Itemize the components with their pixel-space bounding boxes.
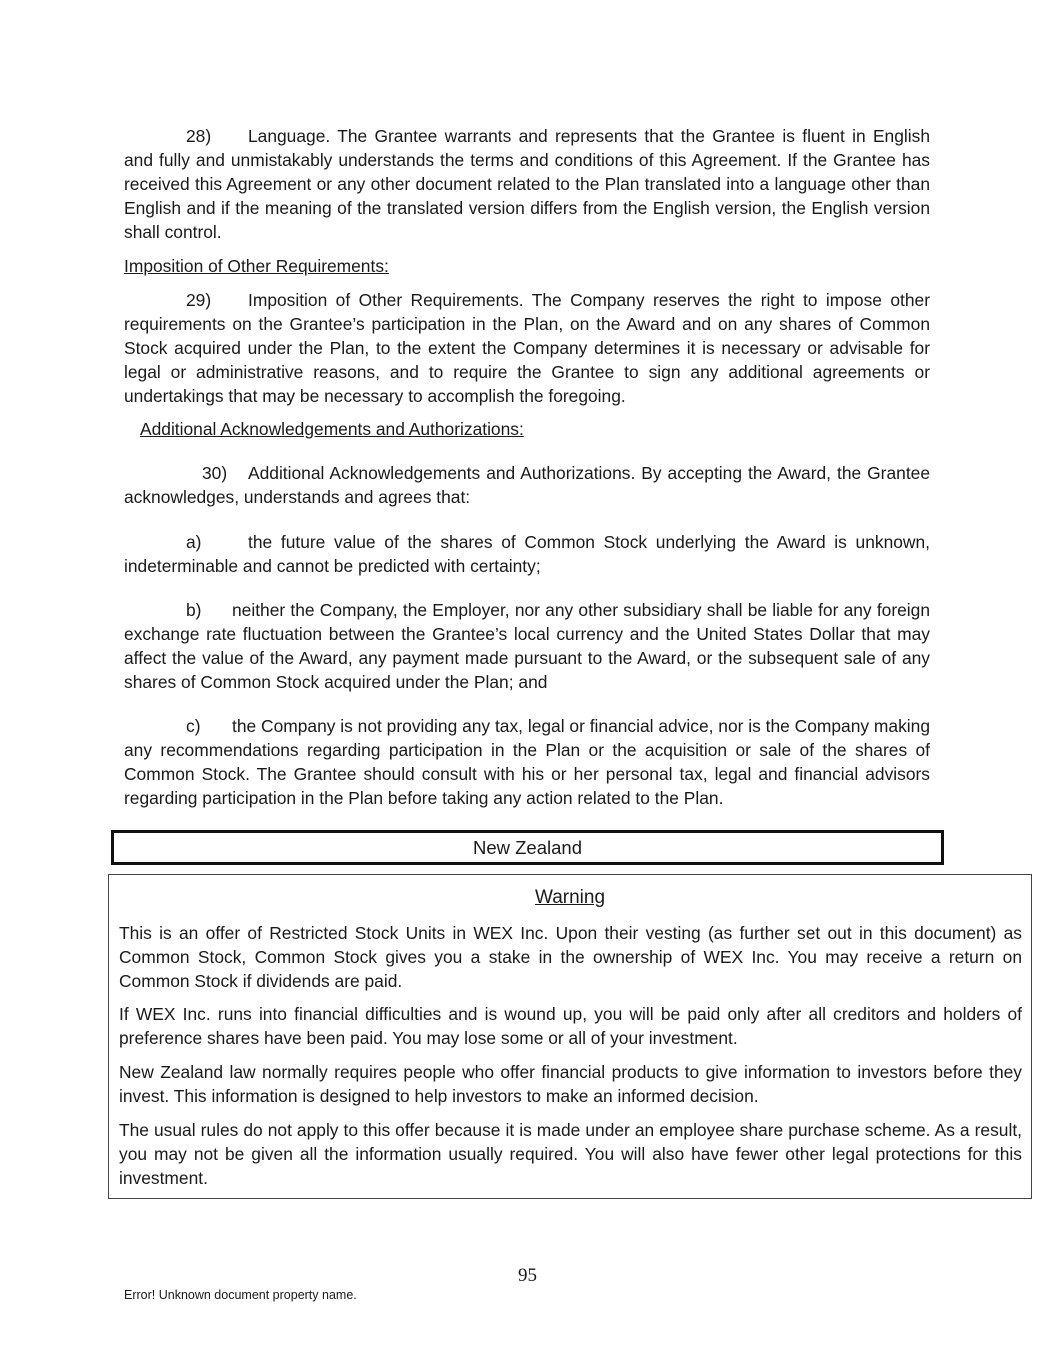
item-a-text: the future value of the shares of Common Stock underlying the Award is unknown, indeterminable and cannot be predicted with certainty; (124, 532, 930, 576)
item-a (124, 530, 930, 578)
section-29-text: Imposition of Other Requirements. The Company reserves the right to impose other requirements on the Grantee’s participation in the Plan, on the Award and on any shares of Common Stock acquired under the Plan, to the extent the Company determines it is necessary or advisable for legal or administrative reasons, and to require the Grantee to sign any additional agreements or undertakings that may be necessary to accomplish the foregoing. (124, 290, 930, 406)
heading-other-requirements: Imposition of Other Requirements: (124, 256, 389, 276)
warning-paragraph-2: If WEX Inc. runs into financial difficulties and is wound up, you will be paid only after all creditors and holders of preference shares have been paid. You may lose some or all of your investment. (119, 1004, 1022, 1048)
warning-paragraph-3: New Zealand law normally requires people who offer financial products to give information to investors before they invest. This information is designed to help investors to make an informed decision. (119, 1062, 1022, 1106)
item-a-label: a) (186, 532, 202, 552)
item-c (124, 714, 930, 810)
footer-text: Error! Unknown document property name. (124, 1288, 357, 1302)
item-c-text: the Company is not providing any tax, legal or financial advice, nor is the Company making any recommendations regarding participation in the Plan or the acquisition or sale of the shares of Common Stock. The Grantee should consult with his or her personal tax, legal and financial advisors regarding participation in the Plan before taking any action related to the Plan. (124, 716, 930, 808)
section-30 (124, 461, 930, 509)
section-28-number: 28) (186, 126, 212, 146)
section-28-text: Language. The Grantee warrants and represents that the Grantee is fluent in English and fully and unmistakably understands the terms and conditions of this Agreement. If the Grantee has received this Agreement or any other document related to the Plan translated into a language other than English and if the meaning of the translated version differs from the English version, the English version shall control. (124, 126, 930, 242)
item-b-text: neither the Company, the Employer, nor any other subsidiary shall be liable for any foreign exchange rate fluctuation between the Grantee’s local currency and the United States Dollar that may affect the value of the Award, any payment made pursuant to the Award, or the subsequent sale of any shares of Common Stock acquired under the Plan; and (124, 600, 930, 692)
heading-additional-acknowledgements: Additional Acknowledgements and Authorizations: (140, 419, 524, 439)
item-b-label: b) (186, 600, 202, 620)
section-28 (124, 124, 930, 244)
page-number: 95 (518, 1265, 537, 1286)
section-29 (124, 288, 930, 408)
country-header-box (111, 830, 944, 865)
warning-box (108, 874, 1032, 1199)
section-29-number: 29) (186, 290, 212, 310)
section-30-text: Additional Acknowledgements and Authorizations. By accepting the Award, the Grantee acknowledges, understands and agrees that: (124, 463, 930, 507)
warning-title: Warning (534, 887, 606, 908)
warning-paragraph-1: This is an offer of Restricted Stock Units in WEX Inc. Upon their vesting (as further set out in this document) as Common Stock, Common Stock gives you a stake in the ownership of WEX Inc. You may receive a return on Common Stock if dividends are paid. (119, 923, 1022, 991)
item-b (124, 598, 930, 694)
section-30-number: 30) (202, 463, 228, 483)
warning-paragraph-4: The usual rules do not apply to this offer because it is made under an employee share purchase scheme. As a result, you may not be given all the information usually required. You will also have fewer other legal protections for this investment. (119, 1120, 1022, 1188)
country-header-label: New Zealand (472, 837, 582, 858)
item-c-label: c) (186, 716, 201, 736)
